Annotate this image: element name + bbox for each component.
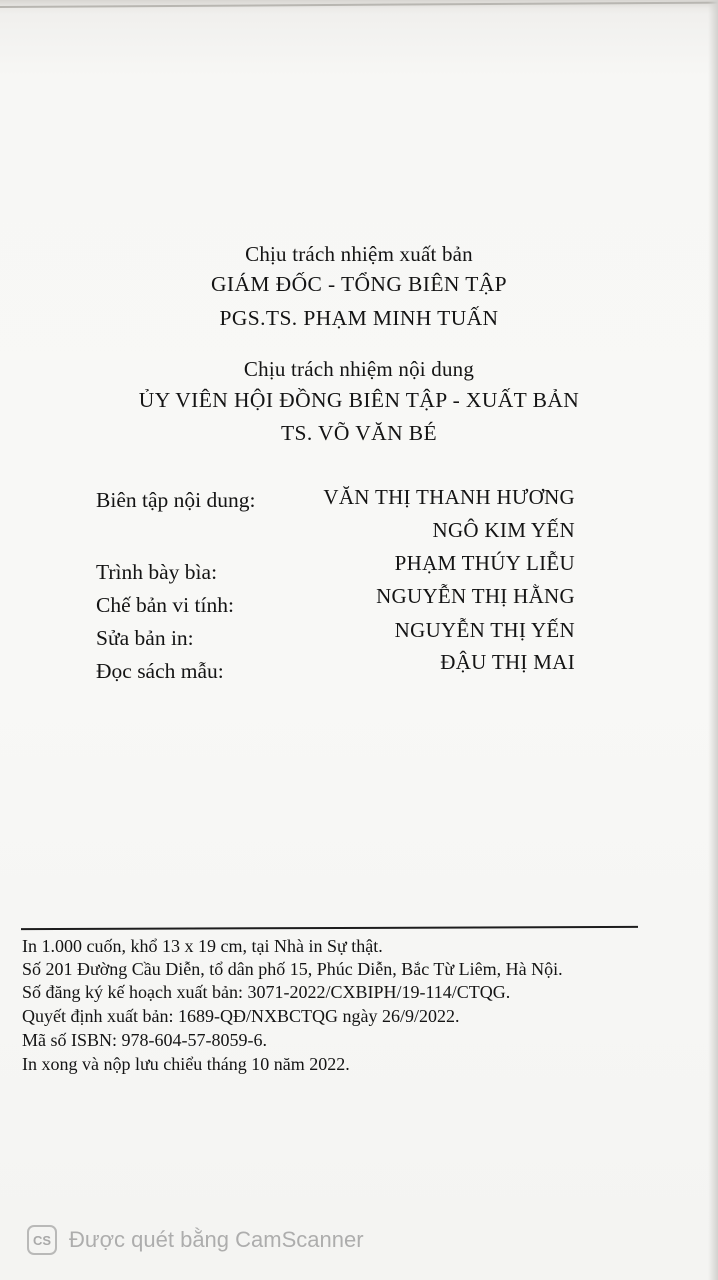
imprint-line-isbn: Mã số ISBN: 978-604-57-8059-6. — [22, 1030, 267, 1050]
imprint-divider — [21, 926, 638, 930]
credit-label-proofreading: Sửa bản in: — [96, 626, 194, 650]
content-role: ỦY VIÊN HỘI ĐỒNG BIÊN TẬP - XUẤT BẢN — [138, 388, 580, 412]
content-person: TS. VÕ VĂN BÉ — [280, 421, 438, 445]
imprint-line-address: Số 201 Đường Cầu Diễn, tổ dân phố 15, Phúc Diễn, Bắc Từ Liêm, Hà Nội. — [22, 959, 563, 979]
publisher-role: GIÁM ĐỐC - TỔNG BIÊN TẬP — [210, 272, 508, 296]
credit-name-proofreading: NGUYỄN THỊ YẾN — [394, 618, 575, 642]
credit-label-sample-reading: Đọc sách mẫu: — [96, 659, 224, 683]
credit-label-typesetting: Chế bản vi tính: — [96, 593, 234, 617]
credit-name-cover-design: PHẠM THÚY LIỄU — [394, 551, 575, 575]
credit-name-typesetting: NGUYỄN THỊ HẰNG — [376, 584, 575, 608]
imprint-line-deposit: In xong và nộp lưu chiểu tháng 10 năm 2022. — [22, 1054, 350, 1074]
credit-name-content-editor-2: NGÔ KIM YẾN — [432, 518, 575, 542]
camscanner-watermark — [27, 1224, 364, 1256]
credit-label-content-editor: Biên tập nội dung: — [96, 488, 256, 512]
watermark-text: Được quét bằng CamScanner — [69, 1227, 364, 1252]
imprint-line-registration: Số đăng ký kế hoạch xuất bản: 3071-2022/CXBIPH/19-114/CTQG. — [22, 982, 511, 1002]
credit-name-content-editor-1: VĂN THỊ THANH HƯƠNG — [323, 485, 575, 509]
page-right-edge — [708, 0, 718, 1280]
publisher-heading: Chịu trách nhiệm xuất bản — [245, 242, 473, 266]
imprint-line-print-run: In 1.000 cuốn, khổ 13 x 19 cm, tại Nhà in Sự thật. — [22, 936, 383, 956]
credit-label-cover-design: Trình bày bìa: — [96, 560, 218, 584]
publisher-person: PGS.TS. PHẠM MINH TUẤN — [219, 306, 499, 330]
camscanner-logo-icon: CS — [27, 1225, 57, 1255]
content-heading: Chịu trách nhiệm nội dung — [243, 357, 475, 381]
imprint-line-decision: Quyết định xuất bản: 1689-QĐ/NXBCTQG ngày 26/9/2022. — [22, 1006, 460, 1026]
page-top-edge — [0, 0, 718, 14]
credit-name-sample-reading: ĐẬU THỊ MAI — [440, 650, 575, 674]
